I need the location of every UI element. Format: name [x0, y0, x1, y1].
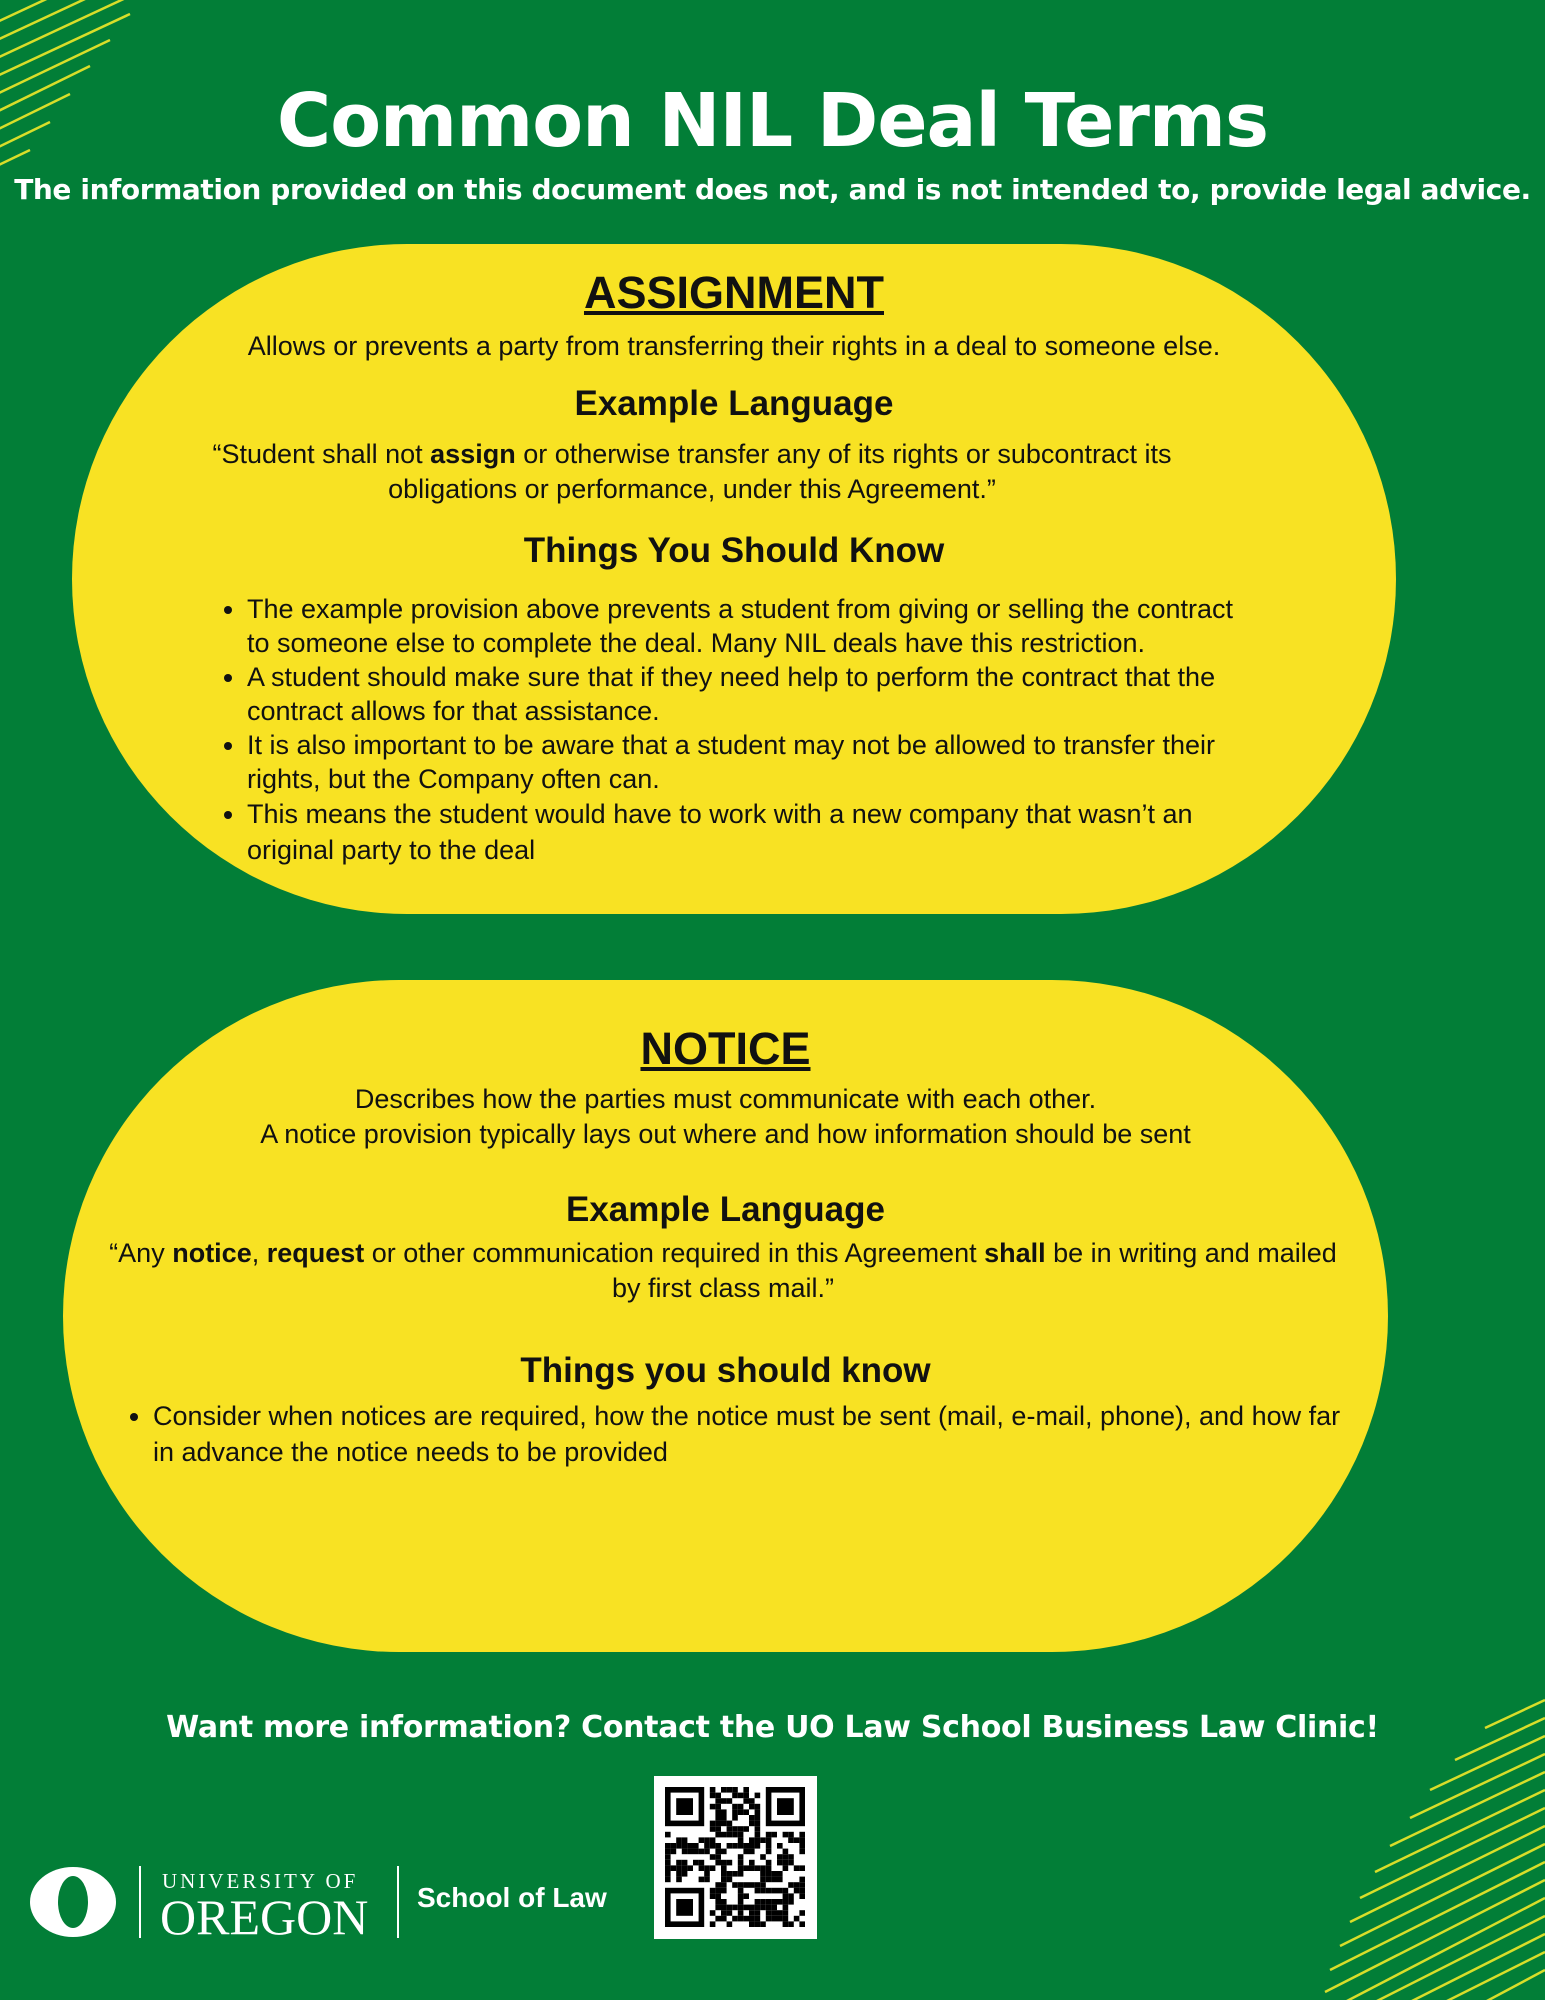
notice-example-text: “Any notice, request or other communication required in this Agreement shall be in writing and mailed by first class mail.” — [109, 1238, 1337, 1303]
page-title: Common NIL Deal Terms — [276, 78, 1269, 164]
divider — [139, 1866, 141, 1938]
qr-code-icon[interactable] — [654, 1776, 817, 1939]
legal-disclaimer: The information provided on this document does not, and is not intended to, provide legal advice. — [14, 173, 1531, 206]
notice-panel — [63, 980, 1388, 1652]
notice-know-heading: Things you should know — [520, 1351, 931, 1390]
assignment-description: Allows or prevents a party from transferring their rights in a deal to someone else. — [247, 331, 1221, 361]
notice-description: Describes how the parties must communicate with each other. A notice provision typically lays out where and how information should be sent — [260, 1084, 1191, 1149]
assignment-bullet-list — [207, 592, 1247, 868]
list-item: • This means the student would have to work with a new company that wasn’t an original party to the deal — [247, 796, 1247, 868]
uo-o-logo-icon — [28, 1865, 118, 1939]
list-item: • Consider when notices are required, how the notice must be sent (mail, e-mail, phone), and how far in advance the notice needs to be provided — [153, 1398, 1348, 1470]
notice-bullet-list — [113, 1398, 1348, 1470]
notice-example-heading: Example Language — [566, 1190, 885, 1229]
assignment-example-text: “Student shall not assign or otherwise transfer any of its rights or subcontract its obligations or performance, under this Agreement.” — [212, 439, 1172, 504]
school-of-law-label: School of Law — [417, 1882, 607, 1913]
assignment-panel — [72, 244, 1396, 914]
assignment-know-heading: Things You Should Know — [523, 531, 945, 570]
university-name-line2: OREGON — [160, 1889, 369, 1945]
assignment-title: ASSIGNMENT — [583, 267, 884, 318]
contact-call-to-action: Want more information? Contact the UO Law School Business Law Clinic! — [166, 1710, 1379, 1745]
divider — [397, 1866, 399, 1938]
list-item: • The example provision above prevents a student from giving or selling the contract to someone else to complete the deal. Many NIL deals have this restriction. — [247, 592, 1247, 660]
university-name-line1: UNIVERSITY OF — [162, 1869, 359, 1893]
list-item: • A student should make sure that if they need help to perform the contract that the contract allows for that assistance. — [247, 660, 1247, 728]
assignment-example-heading: Example Language — [574, 384, 894, 423]
list-item: • It is also important to be aware that a student may not be allowed to transfer their rights, but the Company often can. — [247, 728, 1247, 796]
notice-title: NOTICE — [640, 1023, 811, 1074]
